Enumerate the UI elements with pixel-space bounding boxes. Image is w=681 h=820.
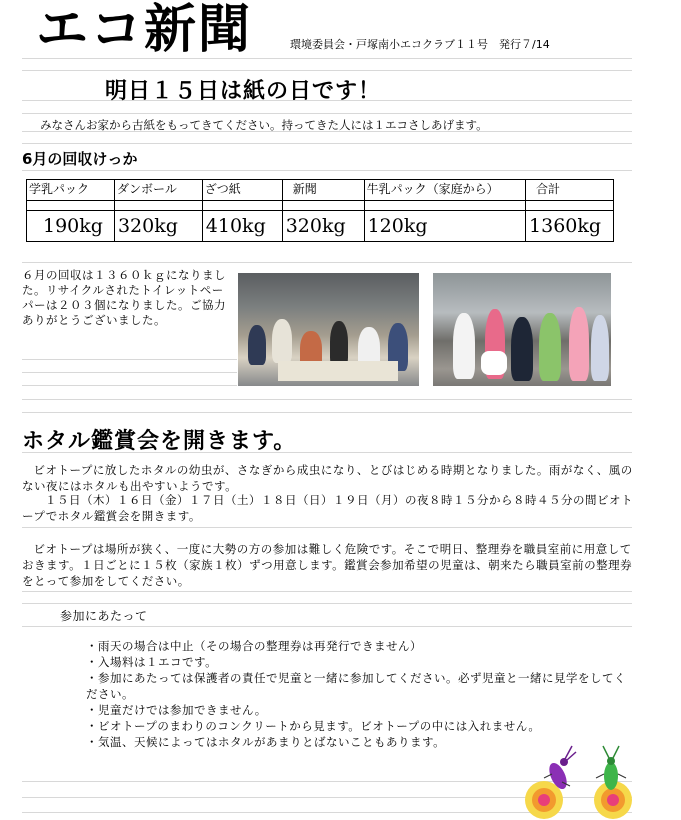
collection-photo-1 bbox=[238, 273, 419, 386]
table-cell: 190kg bbox=[27, 211, 115, 242]
list-item: ・参加にあたっては保護者の責任で児童と一緒に参加してください。必ず児童と一緒に見学をしてください。 bbox=[86, 671, 626, 701]
firefly-paragraph-1: ビオトープに放したホタルの幼虫が、さなぎから成虫になり、とびはじめる時期となりました。雨がなく、風のない夜にはホタルも出やすいようです。 bbox=[22, 463, 633, 493]
firefly-paragraph-2: １５日（木）１６日（金）１７日（土）１８日（日）１９日（月）の夜８時１５分から８時４５分の間ビオトープでホタル鑑賞会を開きます。 bbox=[22, 493, 633, 523]
notes-list bbox=[86, 638, 634, 750]
notes-title: 参加にあたって bbox=[60, 609, 148, 623]
list-item: ・気温、天候によってはホタルがあまりとばないこともあります。 bbox=[86, 735, 446, 749]
collection-results-title: 6月の回収けっか bbox=[22, 150, 138, 168]
table-value-row bbox=[27, 211, 614, 242]
collection-photo-2 bbox=[433, 273, 611, 386]
table-cell: 320kg bbox=[282, 211, 364, 242]
table-header-cell: 学乳パック bbox=[27, 180, 115, 201]
lead-text: みなさんお家から古紙をもってきてください。持ってきた人には１エコさしあげます。 bbox=[40, 118, 488, 132]
table-header-row bbox=[27, 180, 614, 201]
table-header-cell: ざつ紙 bbox=[202, 180, 282, 201]
table-cell: 1360kg bbox=[526, 211, 614, 242]
list-item: ・児童だけでは参加できません。 bbox=[86, 703, 267, 717]
collection-results-table bbox=[26, 179, 614, 242]
headline: 明日１５日は紙の日です！ bbox=[105, 79, 382, 104]
table-header-cell: 新聞 bbox=[282, 180, 364, 201]
table-header-cell: 合計 bbox=[526, 180, 614, 201]
table-cell: 120kg bbox=[364, 211, 525, 242]
list-item: ・ビオトープのまわりのコンクリートから見ます。ビオトープの中には入れません。 bbox=[86, 719, 541, 733]
issue-info: 環境委員会・戸塚南小エコクラブ１１号 発行７/14 bbox=[290, 38, 550, 51]
firefly-icon bbox=[520, 742, 578, 820]
firefly-paragraph-3: ビオトープは場所が狭く、一度に大勢の方の参加は難しく危険です。そこで明日、整理券を職員室前に用意しておきます。１日ごとに１５枚（家族１枚）ずつ用意します。鑑賞会参加希望の児童は、朝来たら職員室前の整理券をとって参加をしてください。 bbox=[22, 542, 633, 588]
list-item: ・入場料は１エコです。 bbox=[86, 655, 218, 669]
table-cell: 320kg bbox=[114, 211, 202, 242]
table-cell: 410kg bbox=[202, 211, 282, 242]
list-item: ・雨天の場合は中止（その場合の整理券は再発行できません） bbox=[86, 639, 422, 653]
table-header-cell: ダンボール bbox=[114, 180, 202, 201]
firefly-event-title: ホタル鑑賞会を開きます。 bbox=[22, 429, 297, 454]
collection-report: ６月の回収は１３６０ｋｇになりました。リサイクルされたトイレットペーパーは２０３個になりました。ご協力ありがとうございました。 bbox=[22, 268, 226, 327]
table-header-cell: 牛乳パック（家庭から） bbox=[364, 180, 525, 201]
firefly-icon bbox=[587, 744, 639, 820]
newspaper-title: エコ新聞 bbox=[36, 0, 253, 60]
